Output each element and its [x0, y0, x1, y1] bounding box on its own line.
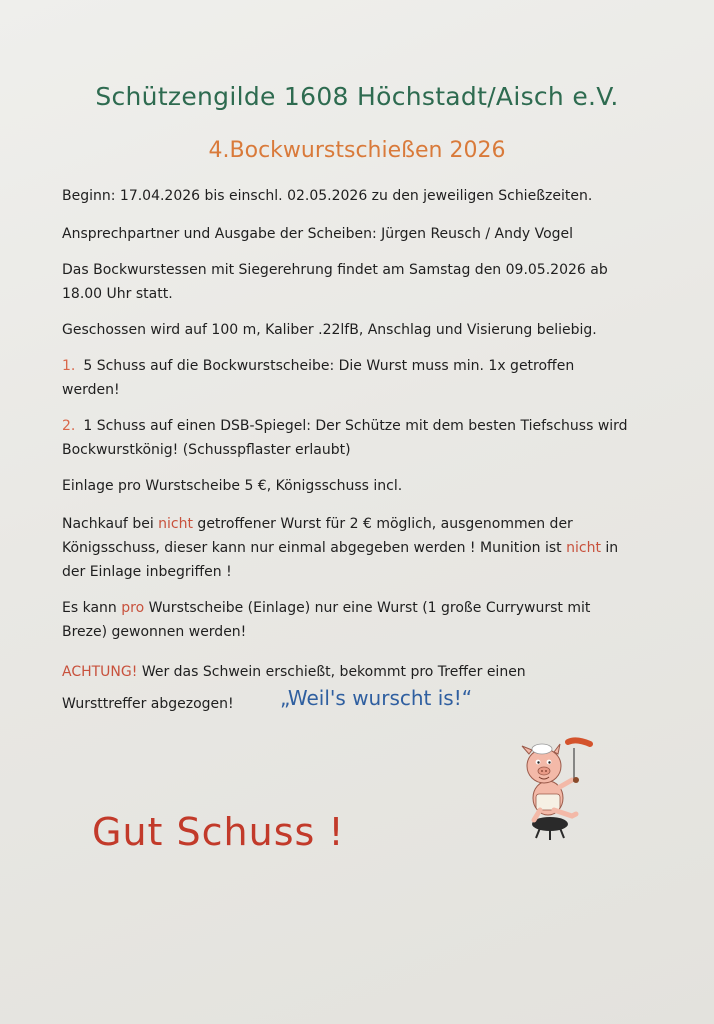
list-item-text: 5 Schuss auf die Bockwurstscheibe: Die Wurst muss min. 1x getroffen werden! [62, 358, 575, 398]
paragraph-fee: Einlage pro Wurstscheibe 5 €, Königsschuss incl. [62, 478, 403, 494]
closing-greeting: Gut Schuss ! [92, 810, 345, 854]
text-segment: getroffener Wurst für 2 € möglich, ausgenommen der Königsschuss, dieser kann nur einmal abgegeben werden ! Munition ist [62, 516, 573, 556]
motto: „Weil's wurscht is!“ [280, 686, 473, 710]
highlight-pro: pro [121, 600, 145, 616]
list-item-text: 1 Schuss auf einen DSB-Spiegel: Der Schütze mit dem besten Tiefschuss wird Bockwurstkönig! (Schusspflaster erlaubt) [62, 418, 628, 458]
paragraph-shooting-rules: Geschossen wird auf 100 m, Kaliber .22lfB, Anschlag und Visierung beliebig. [62, 322, 597, 338]
list-item-2 [62, 414, 637, 462]
warning-label: ACHTUNG! [62, 664, 138, 680]
list-item-number: 1. [62, 358, 76, 374]
highlight-not: nicht [566, 540, 601, 556]
pig-with-sausage-icon [510, 736, 602, 842]
text-segment: Wurstscheibe (Einlage) nur eine Wurst (1 große Currywurst mit Breze) gewonnen werden! [62, 600, 591, 640]
page-subtitle: 4.Bockwurstschießen 2026 [208, 138, 506, 163]
paragraph-contact: Ansprechpartner und Ausgabe der Scheiben: Jürgen Reusch / Andy Vogel [62, 226, 574, 242]
paragraph-rebuy [62, 512, 637, 584]
text-segment: Wer das Schwein erschießt, bekommt pro Treffer einen Wursttreffer abgezogen! [62, 664, 526, 712]
page-title: Schützengilde 1608 Höchstadt/Aisch e.V. [95, 82, 619, 111]
paragraph-win [62, 596, 622, 644]
paragraph-begin: Beginn: 17.04.2026 bis einschl. 02.05.2026 zu den jeweiligen Schießzeiten. [62, 188, 593, 204]
paragraph-dinner: Das Bockwurstessen mit Siegerehrung findet am Samstag den 09.05.2026 ab 18.00 Uhr statt. [62, 262, 608, 302]
highlight-not: nicht [158, 516, 193, 532]
text-segment: in der Einlage inbegriffen ! [62, 540, 619, 580]
list-item-number: 2. [62, 418, 76, 434]
text-segment: Nachkauf bei [62, 516, 159, 532]
text-segment: Es kann [62, 600, 122, 616]
list-item-1 [62, 354, 622, 402]
